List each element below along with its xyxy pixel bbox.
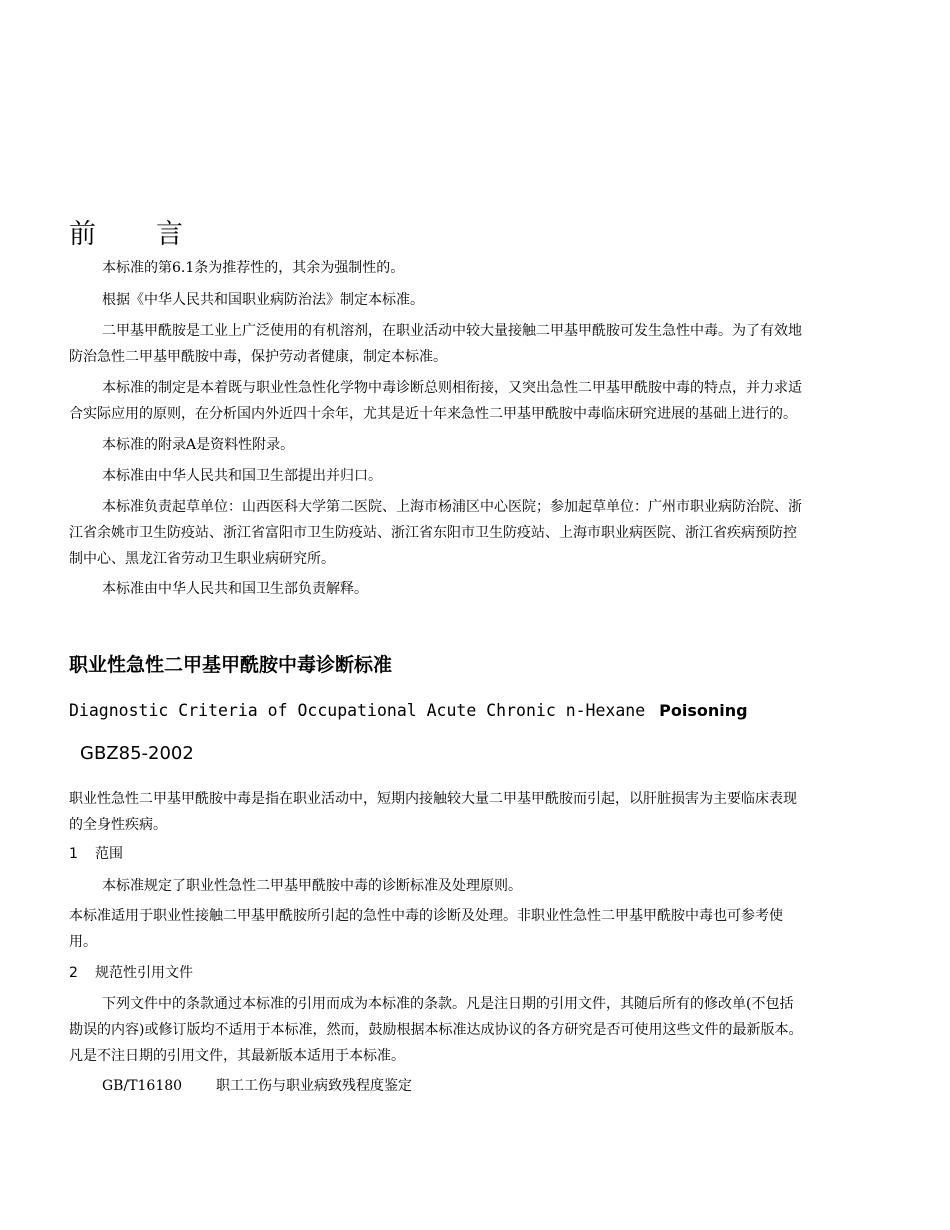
reference-entry xyxy=(102,1073,412,1099)
foreword-title xyxy=(69,212,183,251)
foreword-paragraph-6: 本标准由中华人民共和国卫生部提出并归口。 xyxy=(102,468,382,484)
standard-code: GBZ85-2002 xyxy=(80,743,194,764)
definition-paragraph: 职业性急性二甲基甲酰胺中毒是指在职业活动中，短期内接触较大量二甲基甲酰胺而引起，以肝脏损害为主要临床表现 的全身性疾病。 xyxy=(69,791,797,833)
section-heading-scope: 1 范围 xyxy=(69,846,123,862)
foreword-paragraph-2: 根据《中华人民共和国职业病防治法》制定本标准。 xyxy=(102,292,424,308)
foreword-paragraph-1: 本标准的第6.1条为推荐性的，其余为强制性的。 xyxy=(102,260,405,276)
reference-title: 职工工伤与职业病致残程度鉴定 xyxy=(216,1078,412,1094)
english-title: Diagnostic Criteria of Occupational Acute Chronic n-Hexane Poisoning xyxy=(69,701,748,720)
scope-paragraph-1: 本标准规定了职业性急性二甲基甲酰胺中毒的诊断标准及处理原则。 xyxy=(102,878,522,894)
foreword-title-part2: 言 xyxy=(156,219,183,250)
standard-title: 职业性急性二甲基甲酰胺中毒诊断标准 xyxy=(69,654,393,676)
foreword-paragraph-7: 本标准负责起草单位：山西医科大学第二医院、上海市杨浦区中心医院；参加起草单位：广州市职业病防治院、浙 江省余姚市卫生防疫站、浙江省富阳市卫生防疫站、浙江省东阳市卫生防疫站、上海市职业病医院、浙江省疾病预防控 制中心、黑龙江省劳动卫生职业病研究所。 xyxy=(69,499,802,567)
foreword-title-part1: 前 xyxy=(69,219,96,250)
references-paragraph: 下列文件中的条款通过本标准的引用而成为本标准的条款。凡是注日期的引用文件，其随后所有的修改单(不包括 勘误的内容)或修订版均不适用于本标准，然而，鼓励根据本标准达成协议的各方研究是否可使用这些文件的最新版本。 凡是不注日期的引用文件，其最新版本适用于本标准。 xyxy=(69,996,803,1064)
reference-code: GB/T16180 xyxy=(102,1078,183,1094)
foreword-paragraph-4: 本标准的制定是本着既与职业性急性化学物中毒诊断总则相衔接，又突出急性二甲基甲酰胺中毒的特点，并力求适 合实际应用的原则，在分析国内外近四十余年，尤其是近十年来急性二甲基甲酰胺中毒临床研究进展的基础上进行的。 xyxy=(69,380,802,422)
foreword-paragraph-3: 二甲基甲酰胺是工业上广泛使用的有机溶剂，在职业活动中较大量接触二甲基甲酰胺可发生急性中毒。为了有效地 防治急性二甲基甲酰胺中毒，保护劳动者健康，制定本标准。 xyxy=(69,323,802,365)
foreword-paragraph-5: 本标准的附录A是资料性附录。 xyxy=(102,437,295,453)
scope-paragraph-2: 本标准适用于职业性接触二甲基甲酰胺所引起的急性中毒的诊断及处理。非职业性急性二甲基甲酰胺中毒也可参考使 用。 xyxy=(69,908,783,950)
section-heading-references: 2 规范性引用文件 xyxy=(69,965,193,981)
foreword-paragraph-8: 本标准由中华人民共和国卫生部负责解释。 xyxy=(102,581,368,597)
